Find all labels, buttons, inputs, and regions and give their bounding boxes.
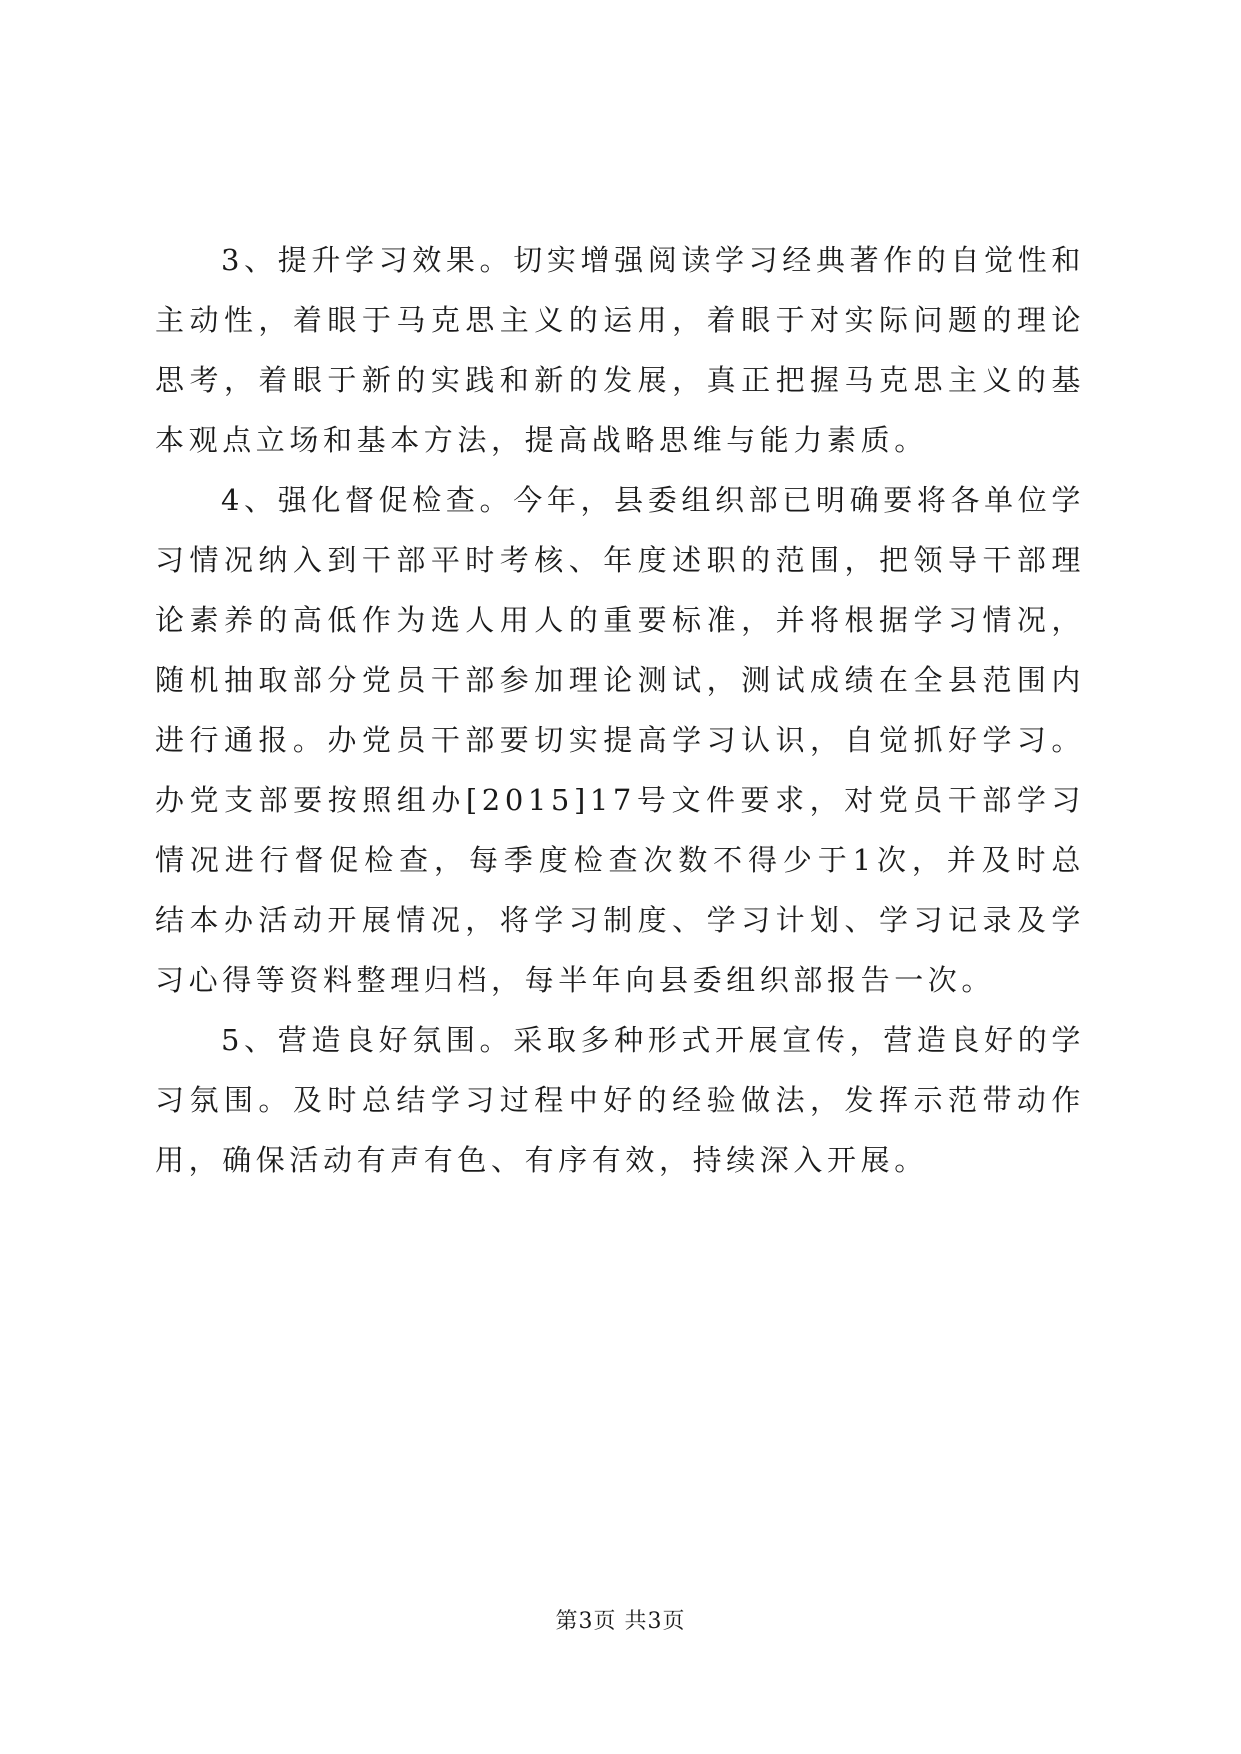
paragraph-enhance-learning-effect: 3、提升学习效果。切实增强阅读学习经典著作的自觉性和主动性，着眼于马克思主义的运用，着眼于对实际问题的理论思考，着眼于新的实践和新的发展，真正把握马克思主义的基本观点立场和基本方法，提高战略思维与能力素质。 xyxy=(155,243,1085,457)
paragraph-create-atmosphere: 5、营造良好氛围。采取多种形式开展宣传，营造良好的学习氛围。及时总结学习过程中好的经验做法，发挥示范带动作用，确保活动有声有色、有序有效，持续深入开展。 xyxy=(155,1023,1085,1177)
paragraph-supervision-inspection: 4、强化督促检查。今年，县委组织部已明确要将各单位学习情况纳入到干部平时考核、年度述职的范围，把领导干部理论素养的高低作为选人用人的重要标准，并将根据学习情况，随机抽取部分党员干部参加理论测试，测试成绩在全县范围内进行通报。办党员干部要切实提高学习认识，自觉抓好学习。办党支部要按照组办[2015]17号文件要求，对党员干部学习情况进行督促检查，每季度检查次数不得少于1次，并及时总结本办活动开展情况，将学习制度、学习计划、学习记录及学习心得等资料整理归档，每半年向县委组织部报告一次。 xyxy=(155,483,1085,997)
document-body xyxy=(155,230,1085,1190)
page-footer: 第3页 共3页 xyxy=(555,1609,686,1634)
